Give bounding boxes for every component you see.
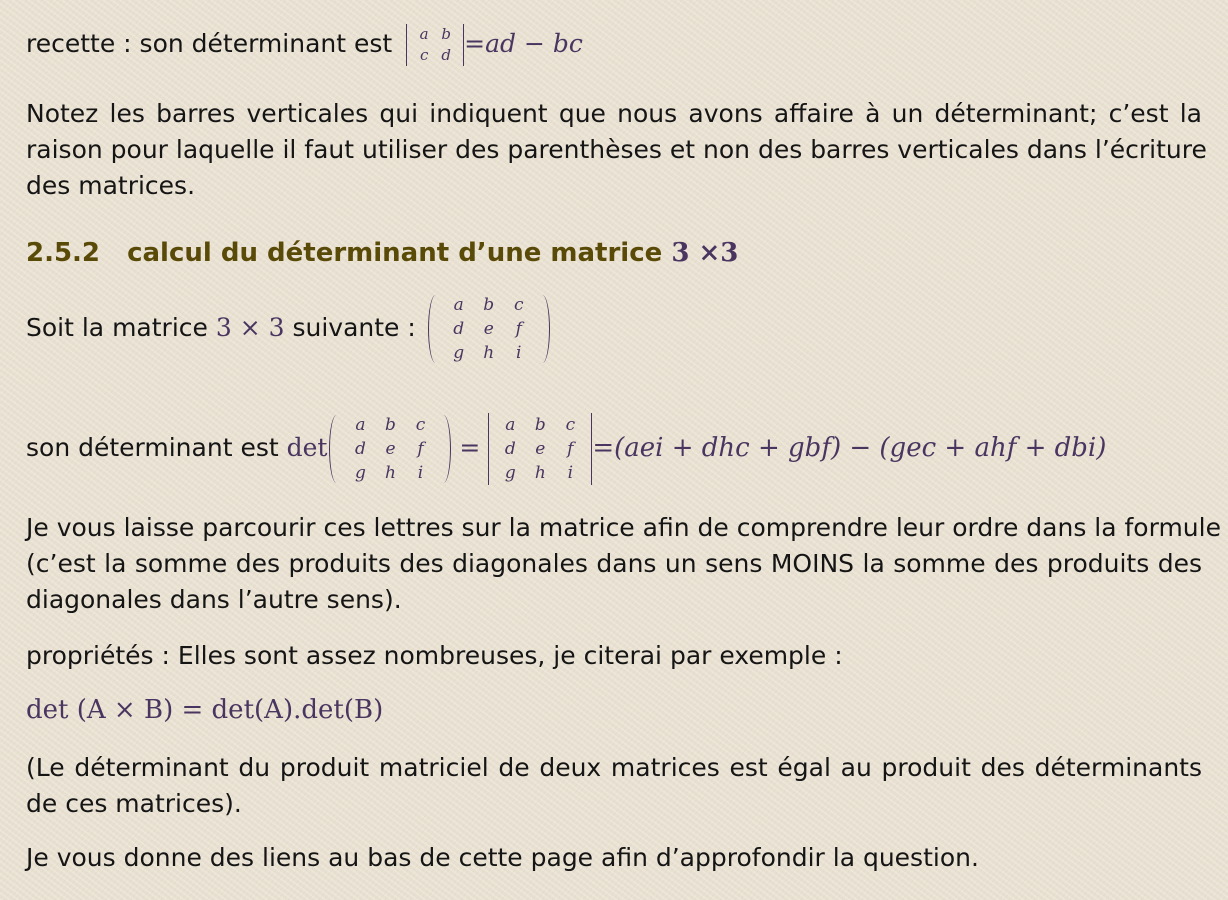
matrix-2x2-determinant <box>406 24 464 66</box>
matrix-entry: d <box>355 439 366 459</box>
matrix-entry: i <box>417 463 424 483</box>
matrix-intro-suffix: suivante : <box>292 313 416 342</box>
matrix-3x3 <box>428 293 550 365</box>
section-title-math: 3 ×3 <box>671 238 739 268</box>
determinant-intro-text: son déterminant est <box>26 433 279 462</box>
matrix-entry: f <box>567 439 574 459</box>
matrix-entry: g <box>355 463 366 483</box>
matrix-3x3-in-det <box>329 413 451 485</box>
matrix-intro-text: Soit la matrice <box>26 313 208 342</box>
matrix-entry: h <box>483 343 495 363</box>
matrix-entry: c <box>419 46 429 64</box>
paragraph-line: (Le déterminant du produit matriciel de deux matrices est égal au produit des déterminants <box>26 753 1202 782</box>
vertical-bars-note <box>26 96 1207 204</box>
matrix-entry: b <box>534 415 546 435</box>
matrix-entry: b <box>441 25 451 43</box>
paragraph-line: de ces matrices). <box>26 789 242 818</box>
matrix-entry: e <box>483 319 494 339</box>
equals-sign: = <box>459 433 481 462</box>
matrix-entry: d <box>441 46 451 64</box>
matrix-entry: a <box>355 415 366 435</box>
matrix-entry: c <box>415 415 426 435</box>
matrix-entry: g <box>504 463 516 483</box>
properties-line: propriétés : Elles sont assez nombreuses, je citerai par exemple : <box>26 641 843 670</box>
matrix-entry: d <box>453 319 465 339</box>
product-property-explanation <box>26 750 1202 822</box>
matrix-entry: a <box>453 295 464 315</box>
matrix-entry: i <box>567 463 574 483</box>
section-title: calcul du déterminant d’une matrice <box>127 238 663 268</box>
paragraph-line: Je vous laisse parcourir ces lettres sur la matrice afin de comprendre leur ordre dans la formule <box>26 513 1221 542</box>
matrix-entry: d <box>504 439 516 459</box>
matrix-entry: e <box>535 439 546 459</box>
matrix-3x3-determinant-bars <box>488 413 592 485</box>
determinant-2x2-result: =ad − bc <box>464 29 583 58</box>
matrix-entry: b <box>483 295 495 315</box>
paragraph-line: Notez les barres verticales qui indiquent que nous avons affaire à un déterminant; c’est la <box>26 99 1202 128</box>
matrix-entry: f <box>515 319 522 339</box>
determinant-3x3-line <box>26 410 1202 486</box>
matrix-entry: c <box>565 415 576 435</box>
matrix-entry: h <box>384 463 396 483</box>
determinant-3x3-result: =(aei + dhc + gbf) − (gec + ahf + dbi) <box>592 433 1107 463</box>
paragraph-line: (c’est la somme des produits des diagonales dans un sens MOINS la somme des produits des <box>26 549 1202 578</box>
links-note: Je vous donne des liens au bas de cette page afin d’approfondir la question. <box>26 843 979 872</box>
section-number: 2.5.2 <box>26 238 101 268</box>
section-heading <box>26 238 738 268</box>
paragraph-line: diagonales dans l’autre sens). <box>26 585 402 614</box>
matrix-entry: h <box>534 463 546 483</box>
product-determinant-formula: det (A × B) = det(A).det(B) <box>26 695 384 725</box>
matrix-entry: i <box>516 343 522 363</box>
matrix-entry: g <box>453 343 465 363</box>
matrix-entry: c <box>513 295 524 315</box>
determinant-2x2-line <box>26 24 1202 66</box>
paragraph-line: des matrices. <box>26 171 196 200</box>
det-operator: det <box>286 433 328 462</box>
matrix-3x3-line <box>26 290 1202 366</box>
diagonals-explanation <box>26 510 1221 618</box>
matrix-entry: a <box>505 415 516 435</box>
recipe-text: recette : son déterminant est <box>26 29 393 58</box>
matrix-entry: a <box>419 25 429 43</box>
matrix-entry: e <box>385 439 396 459</box>
paragraph-line: raison pour laquelle il faut utiliser des parenthèses et non des barres verticales dans l’écriture <box>26 135 1207 164</box>
matrix-size-math: 3 × 3 <box>215 313 285 342</box>
matrix-entry: f <box>417 439 424 459</box>
matrix-entry: b <box>385 415 396 435</box>
